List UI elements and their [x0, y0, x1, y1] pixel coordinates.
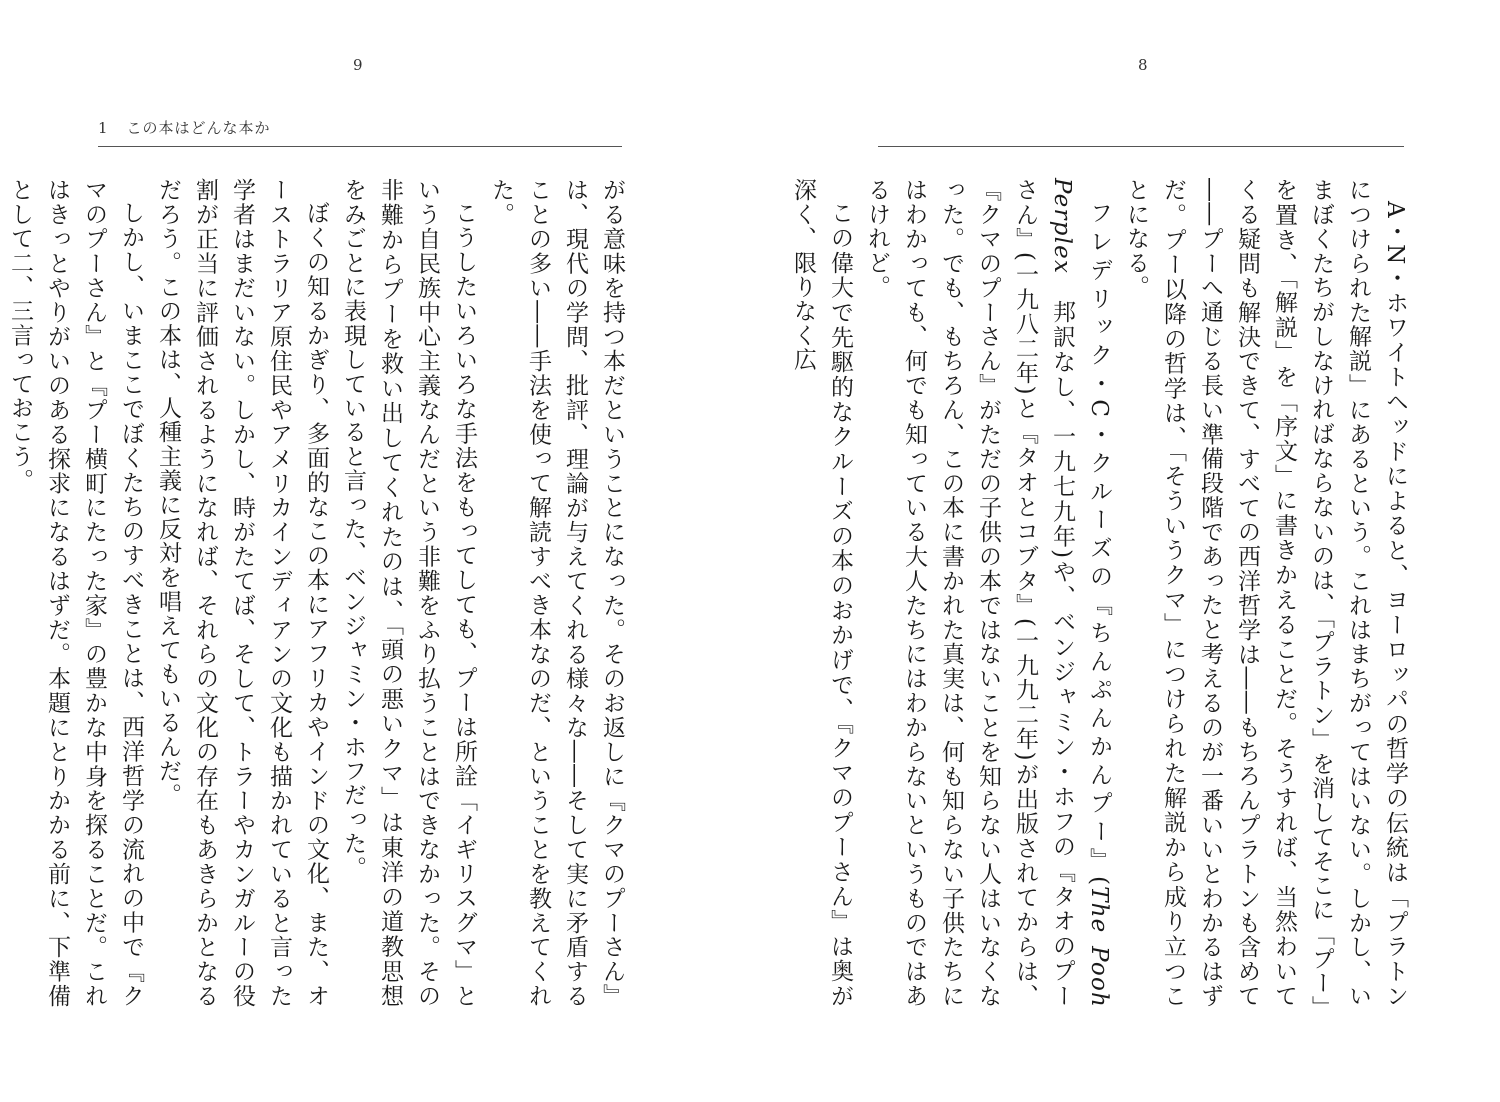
page-number: 9 — [353, 56, 363, 74]
paragraph — [482, 178, 630, 1008]
header-rule — [878, 146, 1404, 147]
text-segment: A・N・ホワイトヘッドによると、ヨーロッパの哲学の伝統は「プラトンにつけられた解説」にあるという。これはまちがってはいない。しかし、いまぼくたちがしなければならないのは、「プラトン」を消してそこに「プー」を置き、「解説」を「序文」に書きかえることだ。そうすれば、当然わいてくる疑問も解決できて、すべての西洋哲学は――もちろんプラトンも含めて――プーへ通じる長い準備段階であったと考えるのが一番いいとわかるはずだ。プー以降の哲学は、「そういうクマ」につけられた解説から成り立つことになる。 — [1123, 178, 1408, 1008]
paragraph — [784, 178, 858, 1008]
paragraph — [334, 178, 482, 1008]
text-segment: この偉大で先駆的なクルーズの本のおかげで、『クマのプーさん』は奥が深く、限りなく広 — [790, 178, 853, 1008]
paragraph — [1117, 178, 1413, 1008]
header-rule — [98, 146, 622, 147]
text-segment: ぼくの知るかぎり、多面的なこの本にアフリカやインドの文化、また、オーストラリア原住民やアメリカインディアンの文化も描かれていると言った学者はまだいない。しかし、時がたてば、そして、トラーやカンガルーの役割が正当に評価されるようになれば、それらの文化の存在もあきらかとなるだろう。この本は、人種主義に反対を唱えてもいるんだ。 — [155, 178, 329, 1008]
running-head — [98, 117, 271, 138]
text-segment: しかし、いまここでぼくたちのすべきことは、西洋哲学の流れの中で『クマのプーさん』と『プー横町にたった家』の豊かな中身を探ることだ。これはきっとやりがいのある探求になるはずだ。本題にとりかかる前に、下準備として二、三言っておこう。 — [7, 178, 144, 1008]
paragraph — [149, 178, 334, 1008]
paragraph — [858, 178, 1117, 1008]
body-text — [790, 178, 1413, 1008]
paragraph — [1, 178, 149, 1008]
paragraph — [0, 178, 1, 1008]
text-segment: がる意味を持つ本だということになった。そのお返しに『クマのプーさん』は、現代の学問、批評、理論が与えてくれる様々な――そして実に矛盾することの多い――手法を使って解読すべき本なのだ、ということを教えてくれた。 — [488, 178, 625, 1008]
right-page — [750, 0, 1500, 1102]
text-segment: フレデリック・C・クルーズの『ちんぷんかんプー』( — [1086, 201, 1112, 887]
text-segment: こうしたいろいろな手法をもってしても、プーは所詮「イギリスグマ」という自民族中心主義なんだという非難をふり払うことはできなかった。その非難からプーを救い出してくれたのは、「頭の悪いクマ」は東洋の道教思想をみごとに表現していると言った、ベンジャミン・ホフだった。 — [340, 178, 477, 1008]
chapter-title: この本はどんな本か — [126, 119, 271, 137]
text-segment: 邦訳なし、一九七九年)や、ベンジャミン・ホフの『タオのプーさん』(一九八二年)と『タオとコブタ』(一九九二年)が出版されてからは、『クマのプーさん』がただの子供の本ではないことを知らない人はいなくなった。でも、もちろん、この本に書かれた真実は、何も知らない子供たちにはわかっても、何でも知っている大人たちにはわからないというものではあるけれど。 — [864, 178, 1075, 1008]
book-title-latin: The Pooh Perplex — [1049, 178, 1112, 1008]
page-number: 8 — [1138, 56, 1148, 74]
body-text — [7, 178, 630, 1008]
chapter-number: 1 — [98, 119, 109, 137]
